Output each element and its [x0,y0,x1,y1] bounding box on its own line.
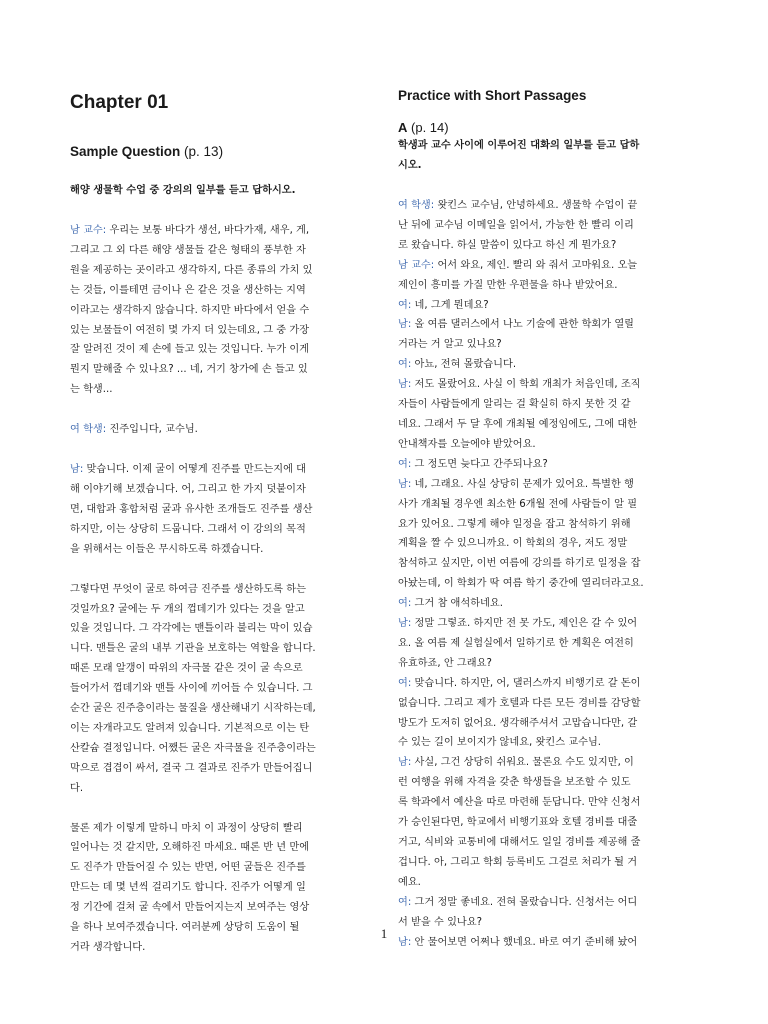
line-text: 수 있는 길이 보이지가 않네요, 왓킨스 교수님. [398,737,602,749]
text-line [398,853,703,873]
line-text: 다. [70,782,84,794]
line-text: 올 여름 댈러스에서 나노 기술에 관한 학회가 열릴 [414,319,635,331]
text-line [398,375,703,395]
line-text: 일어나는 것 같지만, 오해하진 마세요. 때론 반 년 만에 [70,842,310,854]
text-line [70,819,370,839]
text-line [70,520,370,540]
dialogue-paragraph [398,475,703,594]
line-text: 사가 개최될 경우엔 최소한 6개월 전에 사람들이 알 필 [398,498,638,510]
dialogue-paragraph [398,594,703,614]
text-line [398,534,703,554]
text-line [398,236,703,256]
text-line [398,455,703,475]
sample-question-heading [70,144,223,159]
speaker-label: 남: [398,618,412,630]
text-line [70,241,370,261]
line-text: 진주입니다, 교수님. [109,424,198,436]
text-line [70,420,370,440]
text-line [70,360,370,380]
text-line [70,858,370,878]
text-line [70,480,370,500]
text-line [70,380,370,400]
text-line [398,335,703,355]
line-text: 하지만, 이는 상당히 드뭅니다. 그래서 이 강의의 목적 [70,523,306,535]
speaker-label: 남: [398,379,412,391]
line-text: 난 뒤에 교수님 이메일을 읽어서, 가능한 한 빨리 이리 [398,219,634,231]
line-text: 도 진주가 만들어질 수 있는 반면, 어떤 굴들은 진주를 [70,862,306,874]
line-text: 가 승인된다면, 학교에서 비행기표와 호텔 경비를 대줄 [398,817,638,829]
text-line [398,614,703,634]
sample-question-page: (p. 13) [184,144,224,159]
text-line [70,759,370,779]
text-line [70,340,370,360]
sample-question-label: Sample Question [70,144,181,159]
text-line [70,281,370,301]
dialogue-paragraph [398,256,703,296]
line-text: 이는 자개라고도 알려져 있습니다. 기본적으로 이는 탄 [70,722,310,734]
dialogue-paragraph [70,221,370,400]
text-line [70,261,370,281]
dialogue-paragraph [398,296,703,316]
text-line [70,321,370,341]
text-line [70,500,370,520]
left-body [70,181,370,958]
line-text: 요가 있어요. 그렇게 해야 일정을 잡고 참석하기 위해 [398,518,631,530]
line-text: 막으로 겹겹이 싸서, 결국 그 결과로 진주가 만들어집니 [70,762,313,774]
line-text: 그렇다면 무엇이 굴로 하여금 진주를 생산하도록 하는 [70,583,306,595]
speaker-label: 남: [398,936,412,948]
line-text: 계획을 짤 수 있으니까요. 이 학회의 경우, 저도 정말 [398,538,628,550]
dialogue-paragraph [70,460,370,560]
right-body [398,136,703,952]
text-line [70,719,370,739]
line-text: 제인이 흥미를 가질 만한 우편물을 하나 받았어요. [398,279,618,291]
line-text: 아뇨, 전혀 몰랐습니다. [414,359,517,371]
line-text: 이라고는 생각하지 않습니다. 하지만 바다에서 얻을 수 [70,304,310,316]
line-text: 만드는 데 몇 년씩 걸리기도 합니다. 진주가 어떻게 일 [70,882,306,894]
line-text: 원을 제공하는 곳이라고 생각하지, 다른 종류의 가치 있 [70,264,313,276]
line-text: 네, 그래요. 사실 상당히 문제가 있어요. 특별한 행 [414,478,634,490]
line-text: 사실, 그건 상당히 쉬워요. 물론요 수도 있지만, 이 [414,757,634,769]
left-dialogue [70,221,370,958]
line-text: 거고, 식비와 교통비에 대해서도 일일 경비를 제공해 줄 [398,837,641,848]
line-text: 거라 생각합니다. [70,942,146,953]
line-text: 는 학생... [70,384,113,396]
line-text: 어서 와요, 제인. 빨리 와 줘서 고마워요. 오늘 [437,259,638,271]
text-line [70,679,370,699]
line-text: 을 위해서는 이들은 무시하도록 하겠습니다. [70,543,264,555]
line-text: 물론 제가 이렇게 말하니 마치 이 과정이 상당히 빨리 [70,822,303,834]
text-line [398,833,703,853]
line-text: 유효하죠, 안 그래요? [398,657,492,669]
line-text: 로 왔습니다. 하실 말씀이 있다고 하신 게 뭔가요? [398,239,617,251]
text-line [70,838,370,858]
line-text: 저도 몰랐어요. 사실 이 학회 개최가 처음인데, 조직 [414,379,641,391]
dialogue-paragraph [398,315,703,355]
line-text: 자들이 사람들에게 알리는 걸 확실히 하지 못한 것 같 [398,399,631,411]
speaker-label: 남: [398,319,412,331]
text-line [70,739,370,759]
speaker-label: 여: [398,598,412,610]
line-text: 때론 모래 알갱이 따위의 자극물 같은 것이 굴 속으로 [70,663,303,675]
section-letter: A [398,120,408,135]
text-line [70,221,370,241]
line-text: 잘 알려진 것이 제 손에 들고 있는 것입니다. 누가 이게 [70,344,310,356]
text-line [398,554,703,574]
speaker-label: 남 교수: [70,225,107,236]
line-text: 우리는 보통 바다가 생선, 바다가재, 새우, 게, [109,225,310,236]
text-line [398,216,703,236]
line-text: 안내책자를 오늘에야 받았어요. [398,438,536,450]
text-line [398,196,703,216]
line-text: 있는 보물들이 여전히 몇 가지 더 있는데요, 그 중 가장 [70,324,310,336]
line-text: 해 이야기해 보겠습니다. 어, 그리고 한 가지 덧붙이자 [70,483,306,495]
line-text: 그 정도면 늦다고 간주되나요? [414,458,548,470]
line-text: 왓킨스 교수님, 안녕하세요. 생물학 수업이 끝 [437,200,638,211]
section-page: (p. 14) [411,120,449,135]
speaker-label: 남 교수: [398,259,435,271]
line-text: 거라는 거 알고 있나요? [398,339,502,351]
instruction-line: 학생과 교수 사이에 이루어진 대화의 일부를 듣고 답하 [398,140,640,151]
dialogue-paragraph [398,753,703,892]
text-line [70,540,370,560]
text-line [398,594,703,614]
speaker-label: 남: [398,478,412,490]
line-text: 뭔지 말해줄 수 있나요? ... 네, 거기 창가에 손 들고 있 [70,364,308,376]
text-line [398,773,703,793]
line-text: 있을 것입니다. 그 각각에는 맨틀이라 불리는 막이 있습 [70,623,313,635]
text-line [398,475,703,495]
line-text: 요. 올 여름 제 실험실에서 일하기로 한 계획은 여전히 [398,637,634,649]
text-line [398,714,703,734]
line-text: 안 물어보면 어쩌나 했네요. 바로 여기 준비해 놨어 [414,936,638,948]
text-line [398,893,703,913]
right-dialogue [398,196,703,952]
line-text: 록 학과에서 예산을 따로 마련해 둔답니다. 만약 신청서 [398,797,641,809]
text-line [398,415,703,435]
line-text: 맞습니다. 하지만, 어, 댈러스까지 비행기로 갈 돈이 [414,677,641,689]
text-line [70,600,370,620]
text-line [398,813,703,833]
text-line [70,779,370,799]
text-line [398,733,703,753]
line-text: 는 것들, 이를테면 금이나 은 같은 것을 생산하는 지역 [70,284,306,296]
instruction-line: 시오. [398,160,422,171]
speaker-label: 여: [398,458,412,470]
speaker-label: 여: [398,359,412,371]
text-line [398,435,703,455]
text-line [398,793,703,813]
text-line [398,654,703,674]
text-line [70,460,370,480]
text-line [398,694,703,714]
dialogue-paragraph [398,455,703,475]
line-text: 서 받을 수 있나요? [398,916,483,928]
text-line [70,619,370,639]
text-line [398,256,703,276]
dialogue-paragraph [70,420,370,440]
text-line [398,296,703,316]
line-text: 산칼슘 결정입니다. 어쨌든 굴은 자극물을 진주층이라는 [70,742,316,754]
line-text: 면, 대합과 홍합처럼 굴과 유사한 조개들도 진주를 생산 [70,503,313,515]
line-text: 방도가 도저히 없어요. 생각해주셔서 고맙습니다만, 갈 [398,717,638,729]
text-line [398,574,703,594]
speaker-label: 남: [70,464,84,476]
text-line [70,301,370,321]
text-line [398,315,703,335]
line-text: 네요. 그래서 두 달 후에 개최될 예정임에도, 그에 대한 [398,418,638,430]
dialogue-paragraph [398,196,703,256]
text-line [398,495,703,515]
text-line [398,515,703,535]
line-text: 그리고 그 외 다른 해양 생물들 같은 형태의 풍부한 자 [70,244,306,256]
text-line [398,753,703,773]
text-line [70,639,370,659]
dialogue-paragraph [398,614,703,674]
line-text: 니다. 맨틀은 굴의 내부 기관을 보호하는 역할을 합니다. [70,643,316,655]
text-line [70,580,370,600]
text-line [398,634,703,654]
chapter-title: Chapter 01 [70,92,169,113]
dialogue-paragraph [398,375,703,455]
text-line [398,873,703,893]
right-instruction [398,136,703,176]
line-text: 네, 그게 뭔데요? [414,299,489,311]
dialogue-paragraph [398,674,703,754]
line-text: 참석하고 싶지만, 이번 여름에 강의를 하기로 일정을 잡 [398,558,641,570]
line-text: 없습니다. 그리고 제가 호텔과 다른 모든 경비를 감당할 [398,697,641,709]
dialogue-paragraph [398,355,703,375]
dialogue-paragraph [70,580,370,799]
page-number: 1 [380,926,388,941]
line-text: 아놨는데, 이 학회가 딱 여름 학기 중간에 열리더라고요. [398,578,644,590]
line-text: 런 여행을 위해 자격을 갖춘 학생들을 보조할 수 있도 [398,777,631,789]
text-line [398,276,703,296]
text-line [70,659,370,679]
line-text: 정말 그렇죠. 하지만 전 못 가도, 제인은 갈 수 있어 [414,618,638,630]
line-text: 그거 참 애석하네요. [414,598,503,610]
text-line [398,395,703,415]
practice-heading: Practice with Short Passages [398,88,587,103]
text-line [70,699,370,719]
speaker-label: 남: [398,757,412,769]
text-line [398,355,703,375]
line-text: 그거 정말 좋네요. 전혀 몰랐습니다. 신청서는 어디 [414,896,638,908]
line-text: 순간 굴은 진주층이라는 물질을 생산해내기 시작하는데, [70,703,316,715]
line-text: 들어가서 껍데기와 맨틀 사이에 끼어들 수 있습니다. 그 [70,683,313,695]
speaker-label: 여: [398,677,412,689]
text-line [70,878,370,898]
speaker-label: 여: [398,299,412,311]
speaker-label: 여 학생: [70,424,107,436]
left-instruction: 해양 생물학 수업 중 강의의 일부를 듣고 답하시오. [70,185,296,196]
line-text: 예요. [398,876,421,888]
text-line [398,674,703,694]
line-text: 을 하나 보여주겠습니다. 여러분께 상당히 도움이 될 [70,922,300,934]
line-text: 정 기간에 걸쳐 굴 속에서 만들어지는지 보여주는 영상 [70,902,310,914]
line-text: 겁니다. 아, 그리고 학회 등록비도 그걸로 처리가 될 거 [398,856,638,868]
section-heading [398,120,449,135]
text-line [70,898,370,918]
speaker-label: 여: [398,896,412,908]
line-text: 것일까요? 굴에는 두 개의 껍데기가 있다는 것을 알고 [70,603,305,615]
speaker-label: 여 학생: [398,200,435,211]
line-text: 맞습니다. 이제 굴이 어떻게 진주를 만드는지에 대 [86,464,307,476]
